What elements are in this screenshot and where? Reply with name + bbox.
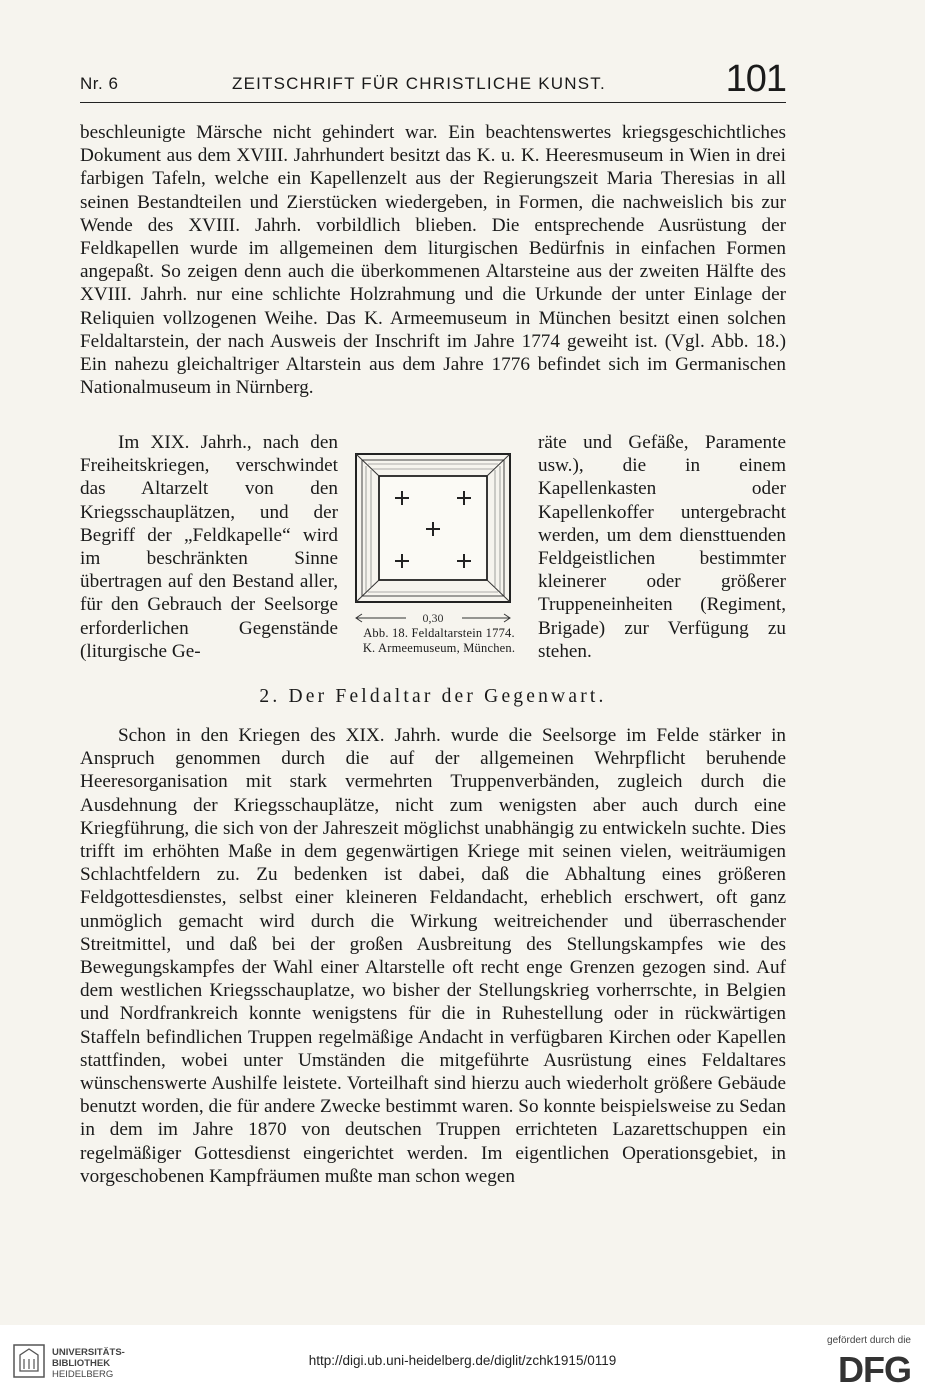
issue-number: Nr. 6 [80, 74, 119, 93]
library-name-line: BIBLIOTHEK [52, 1358, 111, 1369]
caption-line: Abb. 18. Feldaltarstein 1774. [363, 626, 515, 640]
section-heading: 2. Der Feldaltar der Gegenwart. [259, 686, 607, 707]
paragraph-text: Schon in den Kriegen des XIX. Jahrh. wurde die Seelsorge im Felde stärker in Anspruch genommen durch die auf der allgemeinen Wehrpflicht beruhende Heeresorganisation mit stark vermehrten Truppenverbänden, zugleich durch die Ausdehnung der Kriegsschauplätze, nicht zum wenigsten aber auch durch eine Kriegführung, die sich von der Jahreszeit möglichst unabhängig zu entwickeln suchte. Dies trifft im erhöhten Maße in dem gegenwärtigen Kriege mit seinen vielen, weiträumigen Schlachtfeldern zu. Zu bedenken ist dabei, daß die Abhaltung eines größeren Feldgottesdienstes, selbst einer kleineren Feldandacht, erheblich erschwert, oft ganz unmöglich gemacht wird durch die Wirkung weitreichender und überraschender Streitmittel, und daß bei der großen Ausbreitung des Stellungskampfes wie des Bewegungskampfes der Wahl einer Altarstelle oft recht enge Grenzen gezogen sind. Auf dem westlichen Kriegsschauplatze, wo bisher der Stellungskrieg vorherrschte, in Belgien und Nordfrankreich konnte wenigstens für die in Ruhestellung oder in rückwärtigen Staffeln befindlichen Truppen regelmäßige Andacht in verfügbaren Kirchen oder Kapellen stattfinden, wobei unter Umständen die mitgeführte Ausrüstung eines Feldaltares wünschenswerte Aushilfe leistete. Vorteilhaft sind hierzu auch wiederholt größere Gebäude benutzt worden, die für andere Zwecke bestimmt waren. So konnte beispielsweise zu Sedan in dem im Jahre 1870 von deutschen Truppen errichteten Lazarettschuppen ein regelmäßiger Gottesdienst eingerichtet werden. Im eigentlichen Operationsgebiet, in vorgeschobenen Kampfräumen mußte man schon wegen [80, 725, 786, 1187]
library-name-line: UNIVERSITÄTS- [52, 1347, 125, 1358]
journal-title: ZEITSCHRIFT FÜR CHRISTLICHE KUNST. [232, 74, 606, 93]
page-number: 101 [725, 58, 786, 100]
funding-note: gefördert durch die [827, 1335, 911, 1346]
dfg-logo: DFG [838, 1349, 911, 1390]
wrap-column-left [80, 431, 338, 663]
scale-label: 0,30 [422, 611, 444, 625]
body-paragraph-2 [80, 724, 786, 1188]
paragraph-text: räte und Gefäße, Paramente usw.), die in einem Kapellenkasten oder Kapellenkoffer untergebracht werden, um dem diensttuenden Feldgeistlichen bestimmter kleinerer oder größerer Truppeneinheiten (Regiment, Brigade) zur Verfügung zu stehen. [538, 432, 786, 662]
figure-caption [344, 626, 534, 656]
paragraph-text: Im XIX. Jahrh., nach den Freiheitskriegen, verschwindet das Altarzelt von den Kriegsschauplätzen, und der Begriff der „Feldkapelle“ wird im beschränkten Sinne übertragen auf den Bestand aller, für den Gebrauch der Seelsorge erforderlichen Gegenstände (liturgische Ge- [80, 432, 338, 662]
running-header [80, 58, 786, 102]
paragraph-text: beschleunigte Märsche nicht gehindert war. Ein beachtenswertes kriegsgeschichtliches Dokument aus dem XVIII. Jahrhundert besitzt das K. u. K. Heeresmuseum in Wien in drei farbigen Tafeln, welche ein Kapellenzelt aus der Regierungszeit Maria Theresias in all seinen Bestandteilen und Zierstücken wiedergeben, in Formen, die nachweislich bis zur Wende des XVIII. Jahrh. vorbildlich blieben. Die entsprechende Ausrüstung der Feldkapellen wurde im allgemeinen dem liturgischen Bedürfnis in einfachen Formen angepaßt. So zeigen denn auch die überkommenen Altarsteine aus der zweiten Hälfte des XVIII. Jahrh. nur eine schlichte Holzrahmung und die Urkunde der unter Einlage der Reliquien vollzogenen Weihe. Das K. Armeemuseum in München besitzt einen solchen Feldaltarstein, der nach Ausweis der Inschrift im Jahre 1774 geweiht ist. (Vgl. Abb. 18.) Ein nahezu gleichaltriger Altarstein aus dem Jahre 1776 befindet sich im Germanischen Nationalmuseum in Nürnberg. [80, 122, 786, 399]
library-name-line: HEIDELBERG [52, 1369, 114, 1380]
wrap-column-right [538, 431, 786, 663]
altar-stone-drawing [344, 446, 534, 626]
footer-bar [0, 1325, 925, 1396]
permalink-url[interactable]: http://digi.ub.uni-heidelberg.de/diglit/zchk1915/0119 [308, 1353, 617, 1368]
body-paragraph-1 [80, 121, 786, 399]
caption-line: K. Armeemuseum, München. [362, 641, 516, 655]
header-rule [80, 102, 786, 103]
figure-altar-stone [344, 446, 534, 668]
